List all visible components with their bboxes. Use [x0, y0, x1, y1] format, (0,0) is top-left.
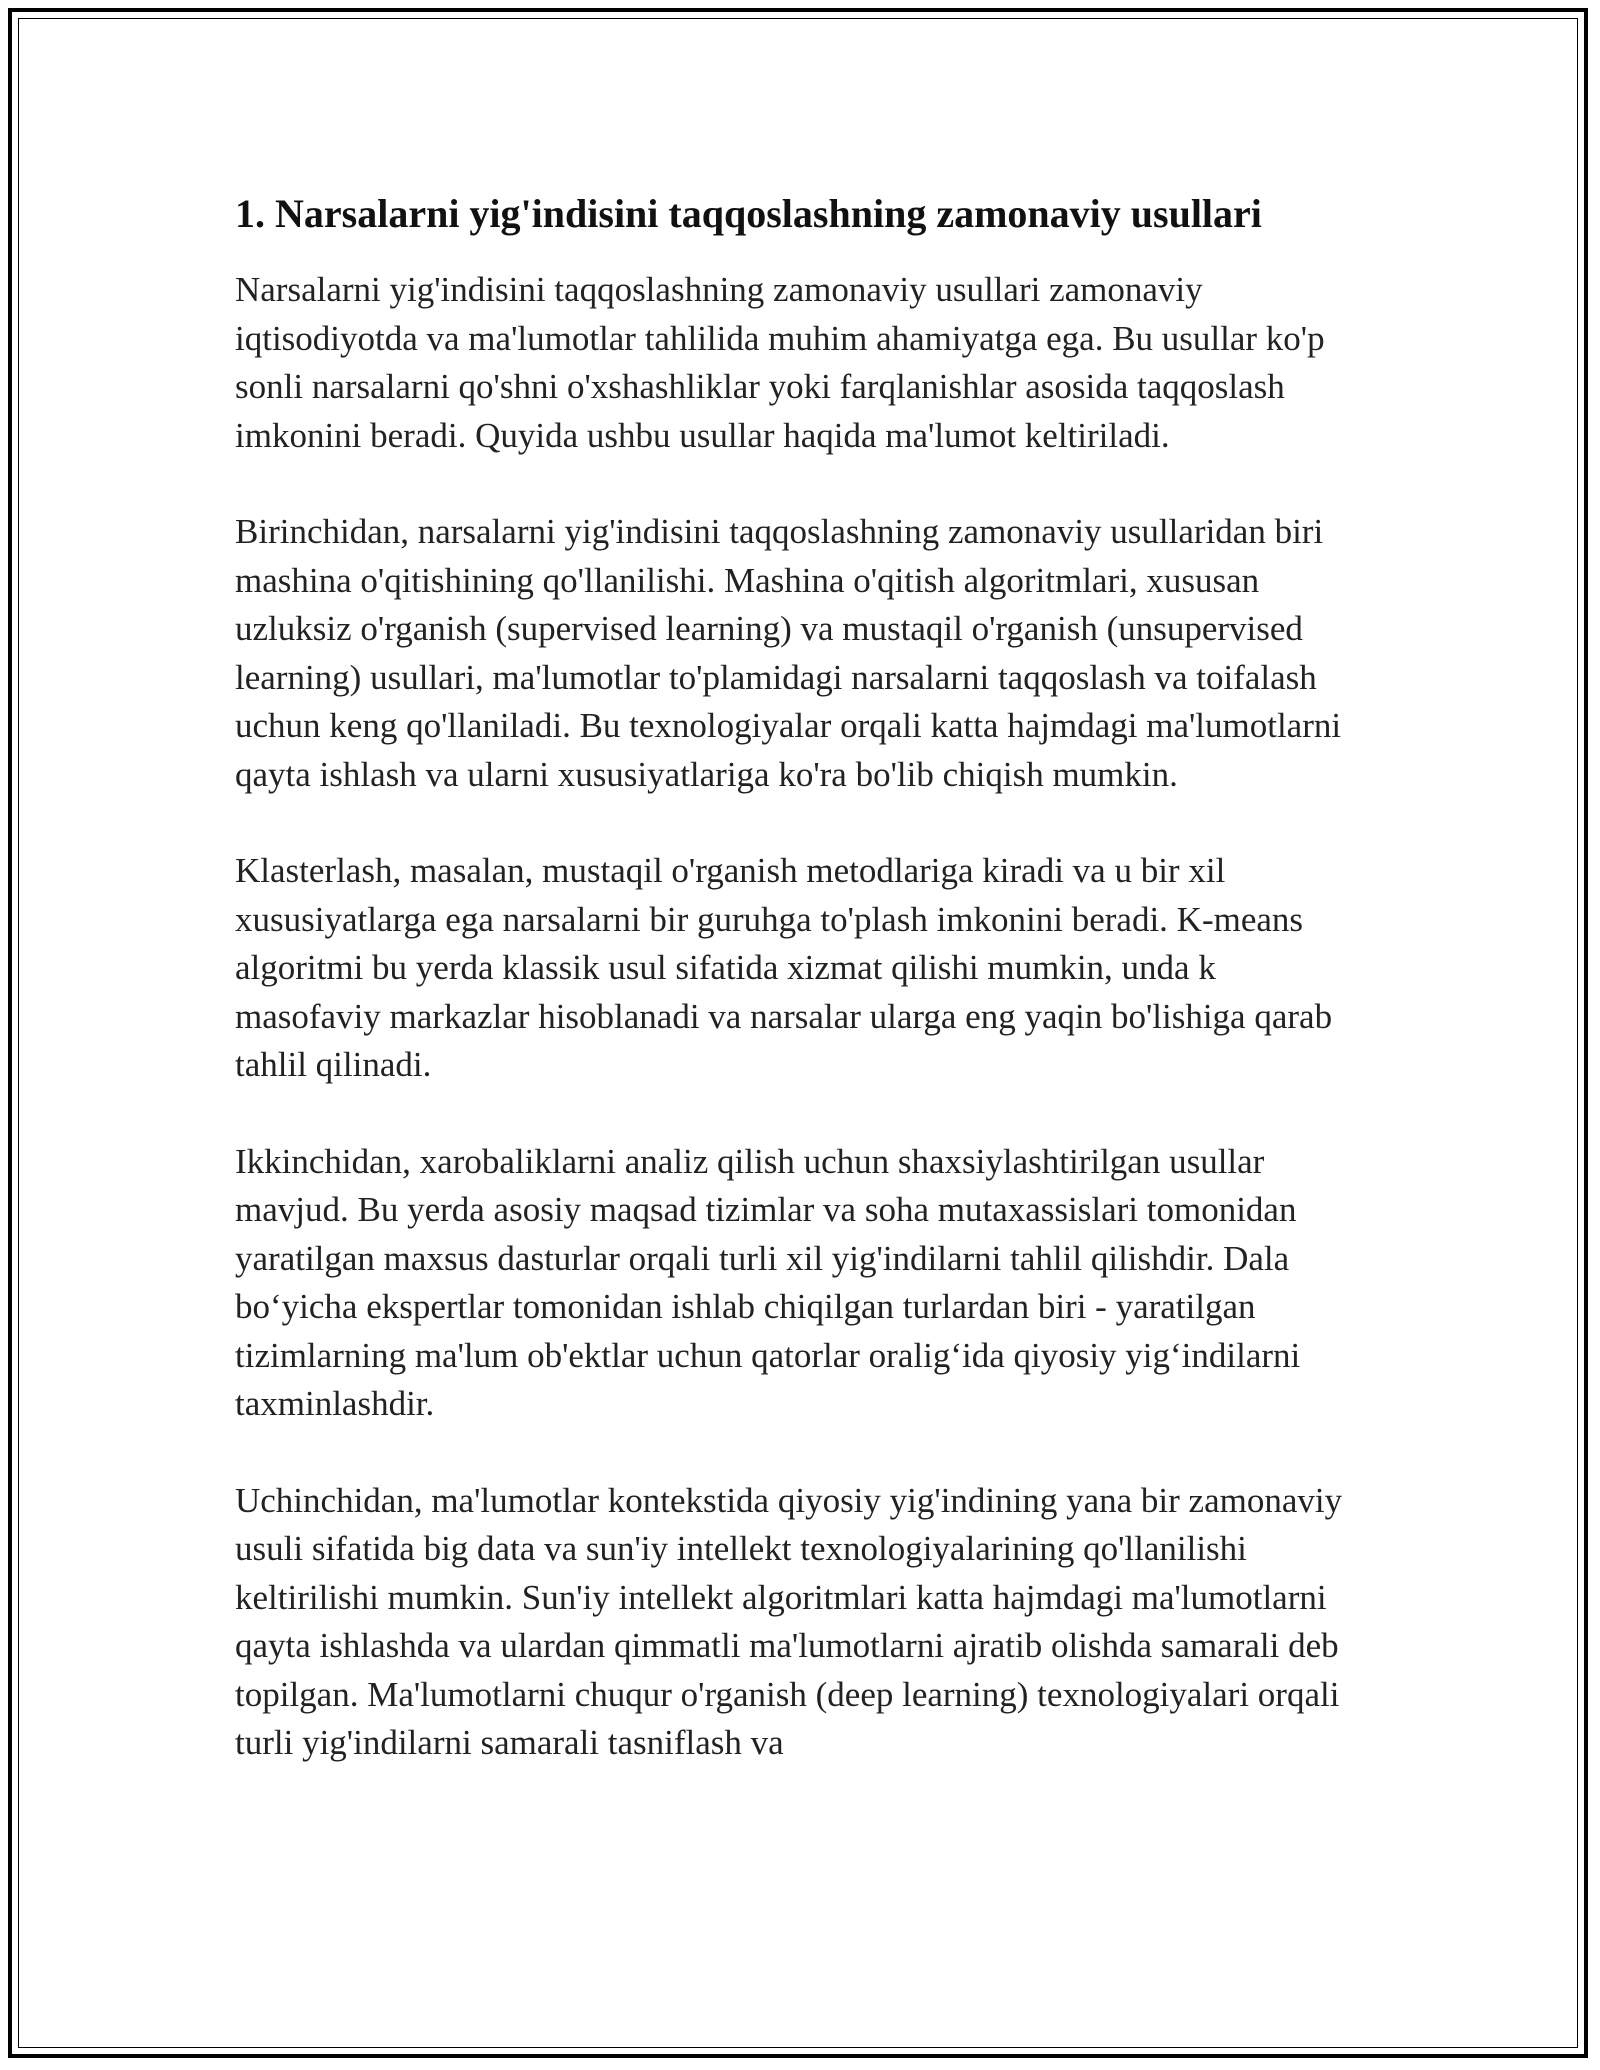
paragraph-first-method: Birinchidan, narsalarni yig'indisini taqqoslashning zamonaviy usullaridan biri mashina o'qitishining qo'llanilishi. Mashina o'qitish algoritmlari, xususan uzluksiz o'rganish (supervised learning) va mustaqil o'rganish (unsupervised learning) usullari, ma'lumotlar to'plamidagi narsalarni taqqoslash va toifalash uchun keng qo'llaniladi. Bu texnologiyalar orqali katta hajmdagi ma'lumotlarni qayta ishlash va ularni xususiyatlariga ko'ra bo'lib chiqish mumkin. — [235, 512, 1342, 794]
paragraph-intro: Narsalarni yig'indisini taqqoslashning zamonaviy usullari zamonaviy iqtisodiyotda va ma'lumotlar tahlilida muhim ahamiyatga ega. Bu usullar ko'p sonli narsalarni qo'shni o'xshashliklar yoki farqlanishlar asosida taqqoslash imkonini beradi. Quyida ushbu usullar haqida ma'lumot keltiriladi. — [235, 270, 1325, 455]
paragraph-third-method: Uchinchidan, ma'lumotlar kontekstida qiyosiy yig'indining yana bir zamonaviy usuli sifatida big data va sun'iy intellekt texnologiyalarining qo'llanilishi keltirilishi mumkin. Sun'iy intellekt algoritmlari katta hajmdagi ma'lumotlarni qayta ishlashda va ulardan qimmatli ma'lumotlarni ajratib olishda samarali deb topilgan. Ma'lumotlarni chuqur o'rganish (deep learning) texnologiyalari orqali turli yig'indilarni samarali tasniflash va — [235, 1480, 1343, 1762]
document-body — [235, 186, 1365, 1816]
section-heading: 1. Narsalarni yig'indisini taqqoslashning zamonaviy usullari — [235, 191, 1262, 236]
paragraph-second-method: Ikkinchidan, xarobaliklarni analiz qilish uchun shaxsiylashtirilgan usullar mavjud. Bu yerda asosiy maqsad tizimlar va soha mutaxassislari tomonidan yaratilgan maxsus dasturlar orqali turli xil yig'indilarni tahlil qilishdir. Dala bo‘yicha ekspertlar tomonidan ishlab chiqilgan turlardan biri - yaratilgan tizimlarning ma'lum ob'ektlar uchun qatorlar oralig‘ida qiyosiy yig‘indilarni taxminlashdir. — [235, 1141, 1301, 1423]
paragraph-clustering: Klasterlash, masalan, mustaqil o'rganish metodlariga kiradi va u bir xil xususiyatlarga ega narsalarni bir guruhga to'plash imkonini beradi. K-means algoritmi bu yerda klassik usul sifatida xizmat qilishi mumkin, unda k masofaviy markazlar hisoblanadi va narsalar ularga eng yaqin bo'lishiga qarab tahlil qilinadi. — [235, 851, 1333, 1084]
